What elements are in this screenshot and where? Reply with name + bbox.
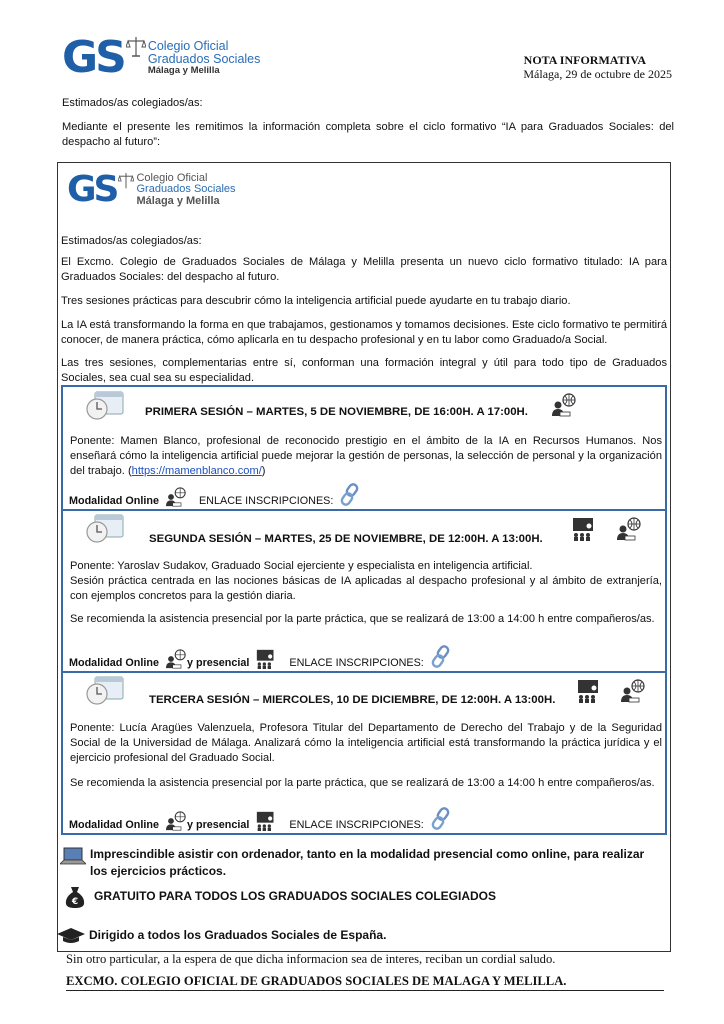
session-3-title: TERCERA SESIÓN – MIERCOLES, 10 DE DICIEMBRE, DE 12:00H. A 13:00H. xyxy=(149,694,556,706)
logo-line3: Málaga y Melilla xyxy=(147,65,220,77)
classroom-icon xyxy=(571,517,597,541)
online-icon xyxy=(165,649,187,669)
calendar-clock-icon xyxy=(85,389,125,421)
session-3-enrol-label: ENLACE INSCRIPCIONES: xyxy=(289,819,424,831)
session-2-note: Se recomienda la asistencia presencial por la parte práctica, que se realizará de 13:00 a 14:00 h entre compañeros/as. xyxy=(70,613,655,625)
session-1-speaker-text: Ponente: Mamen Blanco, profesional de reconocido prestigio en el ámbito de la IA en Recursos Humanos. Nos enseñará cómo la inteligencia artificial puede mejorar la gestión de personas, la selección de personal y la organización del trabajo. ( xyxy=(70,435,662,477)
session-2-enrol-label: ENLACE INSCRIPCIONES: xyxy=(289,657,424,669)
enrol-link-icon[interactable] xyxy=(339,483,361,507)
box-p4: Las tres sesiones, complementarias entre sí, conforman una formación integral y útil para todo tipo de Graduados Sociales, sea cual sea su especialidad. xyxy=(61,357,667,384)
header-logo xyxy=(62,32,261,83)
classroom-icon xyxy=(576,679,602,703)
intro-greeting: Estimados/as colegiados/as: xyxy=(62,97,203,109)
online-user-icon xyxy=(616,517,642,541)
box-p1: El Excmo. Colegio de Graduados Sociales de Málaga y Melilla presenta un nuevo ciclo formativo titulado: IA para Graduados Sociales: del despacho al futuro. xyxy=(61,256,667,283)
classroom-icon xyxy=(255,811,277,831)
box-logo-line1: Colegio Oficial xyxy=(136,171,208,184)
session-2 xyxy=(61,509,667,673)
note-target xyxy=(57,928,386,944)
session-3-modality xyxy=(69,807,452,831)
session-1-link-close: ) xyxy=(261,465,266,477)
box-scales-icon xyxy=(118,172,134,190)
session-3 xyxy=(61,671,667,835)
laptop-icon xyxy=(60,846,86,868)
scales-icon xyxy=(126,36,146,58)
session-1 xyxy=(61,385,667,511)
session-1-modality xyxy=(69,483,361,507)
session-3-note: Se recomienda la asistencia presencial por la parte práctica, que se realizará de 13:00 a 14:00 h entre compañeros/as. xyxy=(70,777,655,789)
session-1-title: PRIMERA SESIÓN – MARTES, 5 DE NOVIEMBRE, DE 16:00H. A 17:00H. xyxy=(145,406,528,418)
box-logo xyxy=(67,169,236,210)
box-logo-letters: GS xyxy=(67,169,117,210)
session-2-modality-online: Modalidad Online xyxy=(69,657,159,669)
speaker-website-link[interactable]: https://mamenblanco.com/ xyxy=(131,465,262,477)
session-3-modality-online: Modalidad Online xyxy=(69,819,159,831)
online-user-icon xyxy=(620,679,646,703)
session-1-speaker xyxy=(70,434,662,479)
session-2-speaker: Ponente: Yaroslav Sudakov, Graduado Social ejerciente y especialista en inteligencia artificial. xyxy=(70,560,533,572)
note-free-text: GRATUITO PARA TODOS LOS GRADUADOS SOCIALES COLEGIADOS xyxy=(94,889,497,903)
box-p3: La IA está transformando la forma en que trabajamos, gestionamos y tomamos decisiones. Este ciclo formativo te permitirá conocer, de manera práctica, cómo aplicarla en tu despacho profesional y en tu labor como Graduado/a Social. xyxy=(61,319,667,346)
session-2-title: SEGUNDA SESIÓN – MARTES, 25 DE NOVIEMBRE, DE 12:00H. A 13:00H. xyxy=(149,533,543,545)
enrol-link-icon[interactable] xyxy=(430,645,452,669)
note-free xyxy=(60,889,496,909)
session-3-speaker: Ponente: Lucía Aragües Valenzuela, Profesora Titular del Departamento de Derecho del Trabajo y de la Seguridad Social de la Universidad de Málaga. Analizará cómo la inteligencia artificial está transformando la práctica jurídica y el ejercicio profesional del Graduado Social. xyxy=(70,722,662,764)
online-user-icon xyxy=(551,393,577,417)
logo-letters: GS xyxy=(62,32,124,83)
online-icon xyxy=(165,811,187,831)
session-3-modality-presencial: y presencial xyxy=(186,819,250,831)
calendar-clock-icon xyxy=(85,674,125,706)
calendar-clock-icon xyxy=(85,512,125,544)
closing-text: Sin otro particular, a la espera de que dicha informacion sea de interes, reciban un cordial saludo. xyxy=(66,952,556,966)
session-1-enrol-label: ENLACE INSCRIPCIONES: xyxy=(198,495,334,507)
intro-text: Mediante el presente les remitimos la información completa sobre el ciclo formativo “IA para Graduados Sociales: del despacho al futuro”: xyxy=(62,121,674,148)
note-laptop xyxy=(60,846,660,880)
note-laptop-text: Imprescindible asistir con ordenador, tanto en la modalidad presencial como online, para realizar los ejercicios prácticos. xyxy=(90,847,645,878)
doc-type: NOTA INFORMATIVA xyxy=(523,53,646,67)
box-greeting: Estimados/as colegiados/as: xyxy=(61,235,202,247)
online-icon xyxy=(165,487,187,507)
box-logo-line3: Málaga y Melilla xyxy=(136,194,220,207)
box-logo-line2: Graduados Sociales xyxy=(136,183,236,196)
money-bag-icon xyxy=(64,885,86,909)
note-target-text: Dirigido a todos los Graduados Sociales de España. xyxy=(89,928,387,942)
closing-signature: EXCMO. COLEGIO OFICIAL DE GRADUADOS SOCIALES DE MALAGA Y MELILLA. xyxy=(66,974,567,988)
svg-text:€: € xyxy=(71,897,79,907)
session-2-modality-presencial: y presencial xyxy=(186,657,250,669)
graduation-cap-icon xyxy=(57,928,85,944)
session-2-detail: Sesión práctica centrada en las nociones básicas de IA aplicadas al despacho profesional y al ámbito de extranjería, con ejemplos concretos para la gestión diaria. xyxy=(70,575,662,602)
session-2-modality xyxy=(69,645,452,669)
box-p2: Tres sesiones prácticas para descubrir cómo la inteligencia artificial puede ayudarte en tu trabajo diario. xyxy=(61,295,571,307)
place-date: Málaga, 29 de octubre de 2025 xyxy=(523,67,672,81)
classroom-icon xyxy=(255,649,277,669)
logo-line1: Colegio Oficial xyxy=(147,38,229,53)
logo-line2: Graduados Sociales xyxy=(147,52,261,67)
signature-underline xyxy=(66,990,664,991)
enrol-link-icon[interactable] xyxy=(430,807,452,831)
session-1-modality-online: Modalidad Online xyxy=(69,495,159,507)
